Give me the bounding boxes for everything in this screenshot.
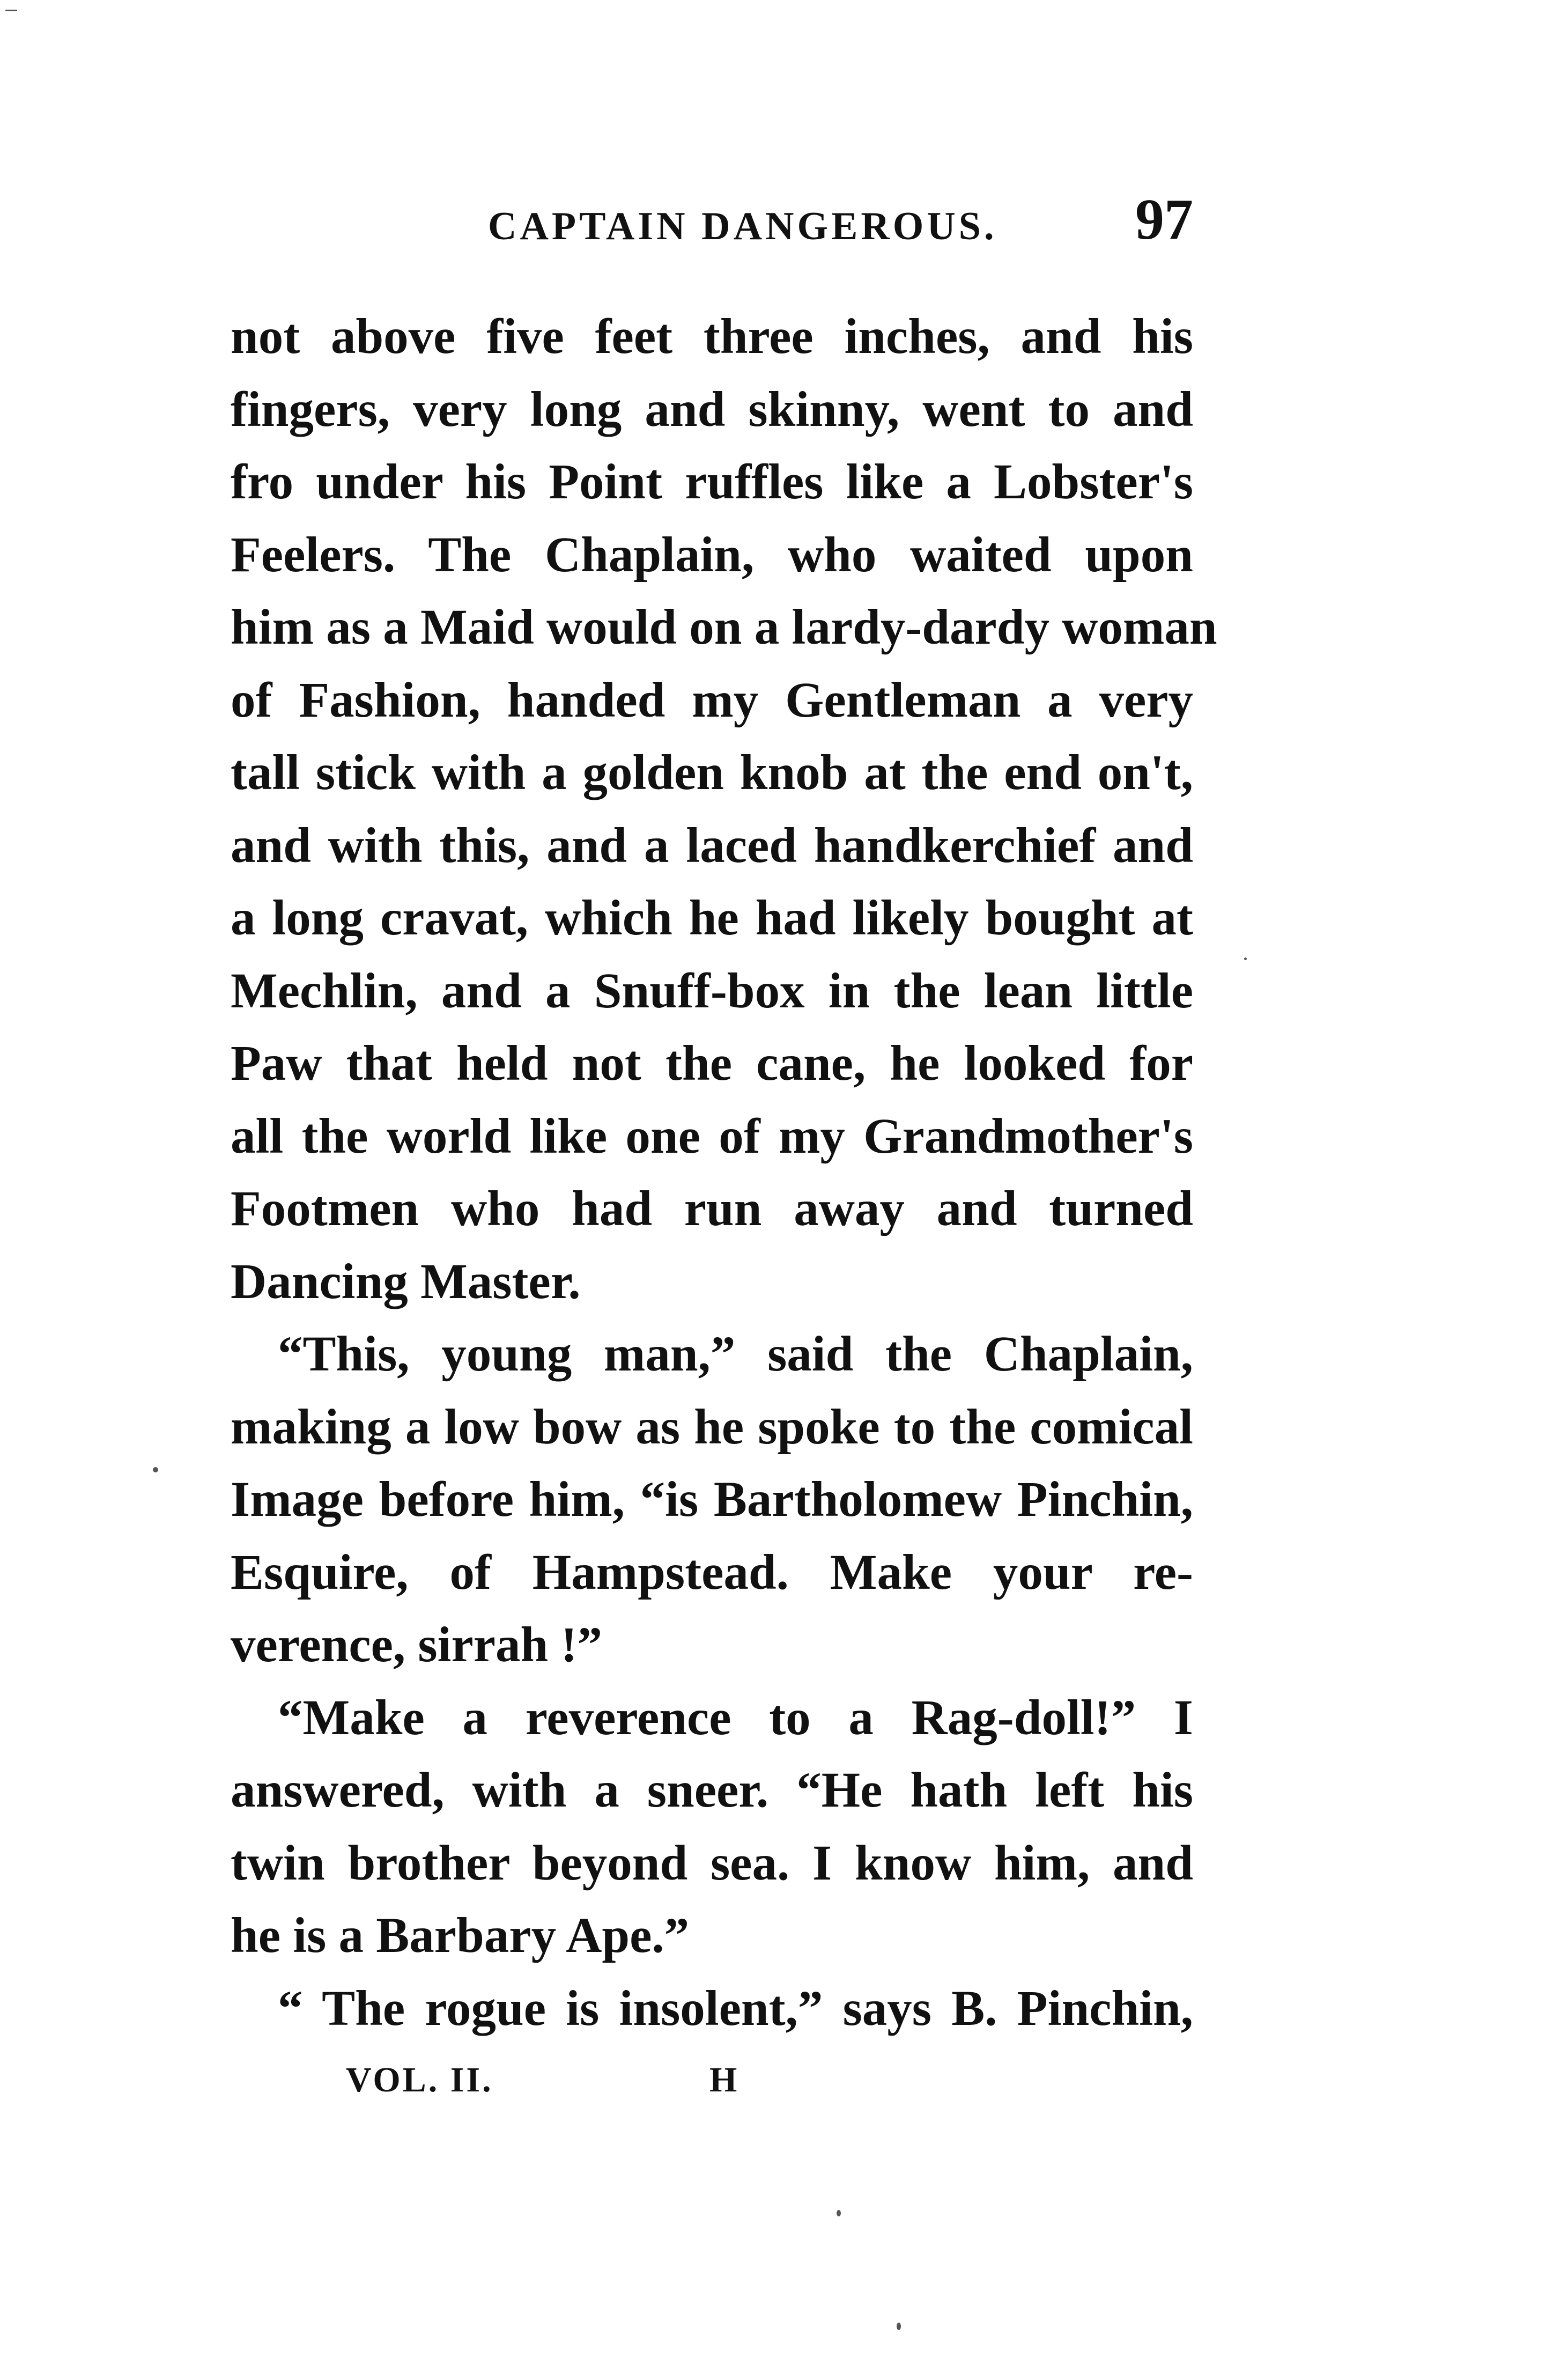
page-number: 97 [1135, 188, 1193, 252]
text-line: Footmen who had run away and turned [231, 1181, 1193, 1236]
body-text [231, 300, 1217, 2045]
text-line: Mechlin, and a Snuff-box in the lean little [231, 963, 1193, 1019]
text-line: twin brother beyond sea. I know him, and [231, 1835, 1193, 1891]
text-line: Esquire, of Hampstead. Make your re- [231, 1544, 1193, 1600]
text-line: and with this, and a laced handkerchief and [231, 817, 1193, 873]
text-line: Dancing Master. [231, 1254, 581, 1309]
text-line: a long cravat, which he had likely bought at [231, 890, 1193, 946]
text-line: Image before him, “is Bartholomew Pinchin, [231, 1472, 1193, 1527]
text-line: he is a Barbary Ape.” [231, 1908, 690, 1963]
signature-mark: H [709, 2060, 737, 2099]
text-line: “ The rogue is insolent,” says B. Pinchin, [278, 1980, 1193, 2036]
text-line: tall stick with a golden knob at the end on't, [231, 745, 1193, 800]
text-line: verence, sirrah !” [231, 1617, 602, 1672]
scan-speck [153, 1467, 158, 1472]
running-title: CAPTAIN DANGEROUS. [488, 204, 997, 248]
text-line: answered, with a sneer. “He hath left his [231, 1763, 1193, 1818]
text-line: fingers, very long and skinny, went to and [231, 381, 1193, 437]
text-line: Feelers. The Chaplain, who waited upon [231, 527, 1193, 583]
page-header [231, 188, 1193, 256]
text-line: all the world like one of my Grandmother's [231, 1108, 1193, 1164]
scan-speck [1244, 957, 1247, 960]
text-line: not above five feet three inches, and his [231, 309, 1193, 364]
text-line: of Fashion, handed my Gentleman a very [231, 672, 1193, 728]
scan-speck [837, 2210, 841, 2216]
page-footer [231, 2060, 1193, 2108]
text-line: him as a Maid would on a lardy-dardy woman [231, 600, 1217, 655]
scan-speck [897, 2323, 901, 2330]
text-line: “Make a reverence to a Rag-doll!” I [278, 1690, 1193, 1745]
text-line: “This, young man,” said the Chaplain, [278, 1327, 1193, 1382]
text-line: making a low bow as he spoke to the comical [231, 1399, 1193, 1455]
text-line: fro under his Point ruffles like a Lobster's [231, 454, 1193, 510]
text-line: Paw that held not the cane, he looked for [231, 1036, 1193, 1091]
scan-speck [5, 10, 17, 11]
volume-label: VOL. II. [346, 2060, 493, 2099]
